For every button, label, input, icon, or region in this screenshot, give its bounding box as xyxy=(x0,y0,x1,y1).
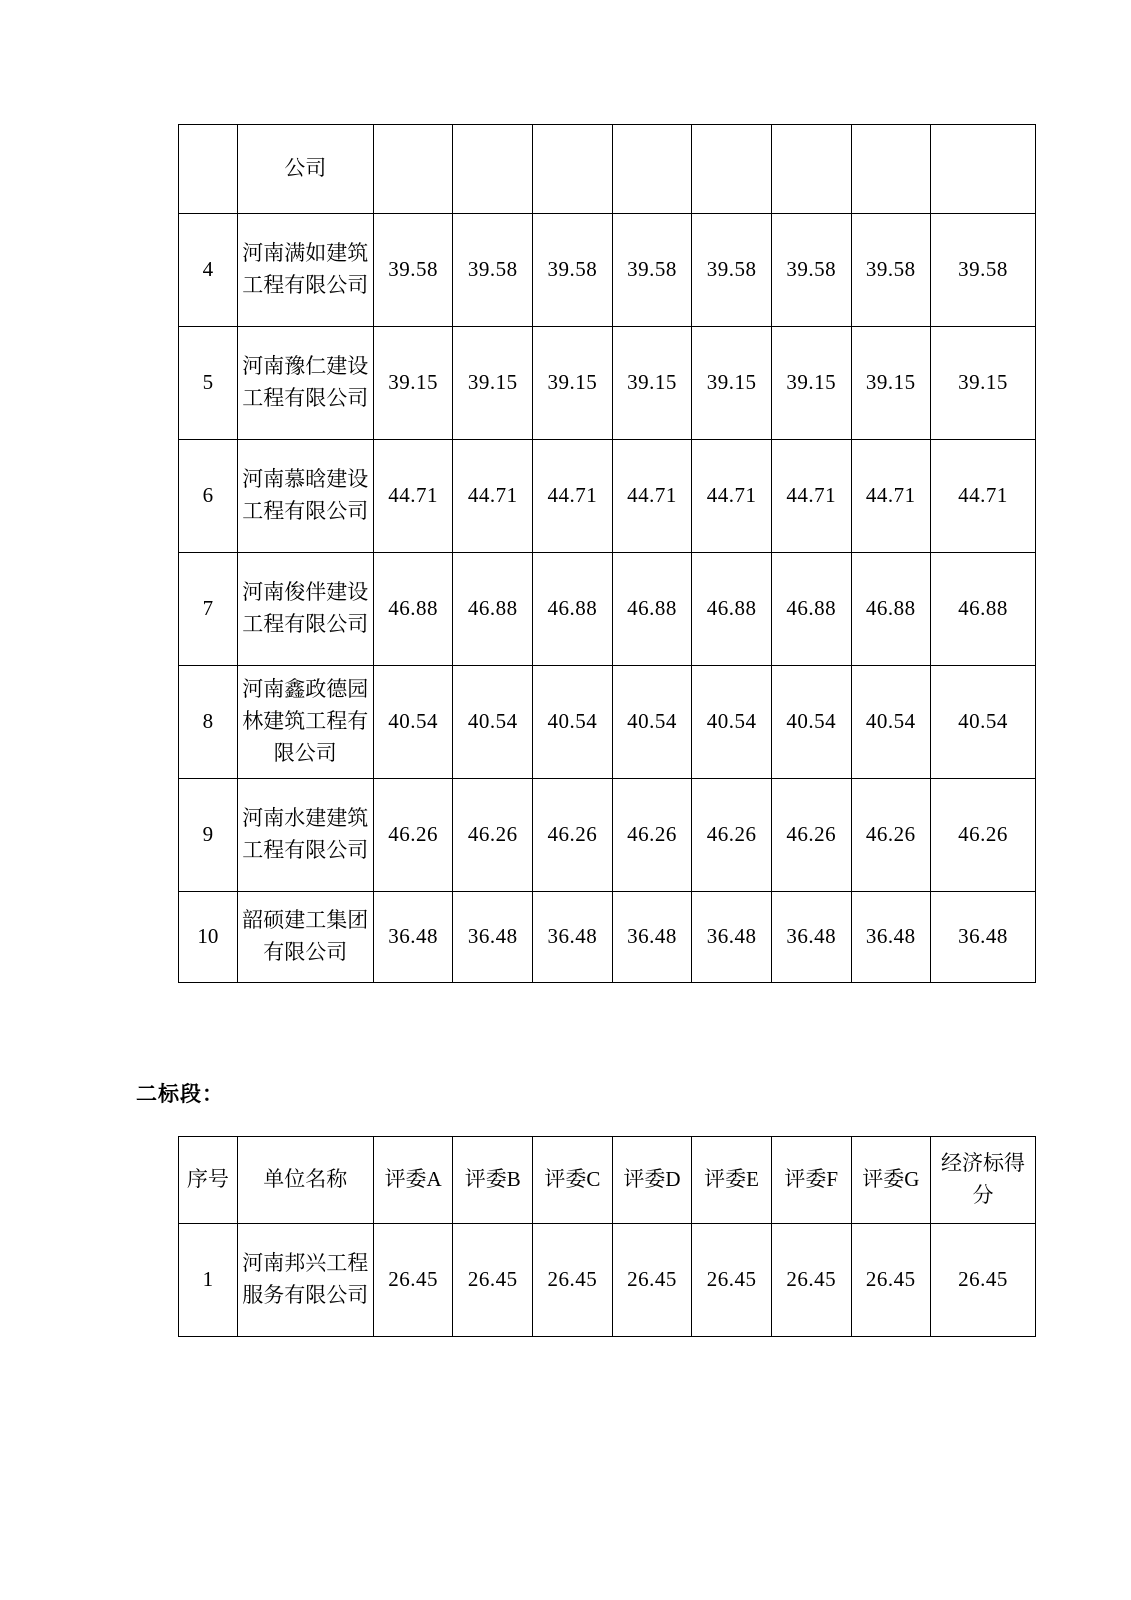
cell-judge-a: 36.48 xyxy=(373,892,453,983)
cell-judge-c: 39.15 xyxy=(533,327,613,440)
table-row xyxy=(179,553,1036,666)
cell-judge-a: 46.88 xyxy=(373,553,453,666)
bid-section-two-table-wrapper xyxy=(178,1136,1036,1337)
cell-judge-e: 46.88 xyxy=(692,553,772,666)
table-header-row xyxy=(179,1137,1036,1224)
cell-company-name: 河南俊伴建设工程有限公司 xyxy=(237,553,373,666)
cell-judge-b: 36.48 xyxy=(453,892,533,983)
cell-judge-f: 39.58 xyxy=(771,214,851,327)
cell-judge-b: 40.54 xyxy=(453,666,533,779)
bid-section-one-table-wrapper xyxy=(178,124,1036,983)
cell-judge-g: 39.58 xyxy=(851,214,931,327)
cell-judge-b: 26.45 xyxy=(453,1224,533,1337)
cell-economic-score: 40.54 xyxy=(931,666,1036,779)
header-judge-g: 评委G xyxy=(851,1137,931,1224)
cell-judge-e: 26.45 xyxy=(692,1224,772,1337)
cell-judge-a: 46.26 xyxy=(373,779,453,892)
cell-judge-e xyxy=(692,125,772,214)
cell-judge-g: 40.54 xyxy=(851,666,931,779)
cell-judge-d: 40.54 xyxy=(612,666,692,779)
cell-economic-score: 39.15 xyxy=(931,327,1036,440)
header-seq: 序号 xyxy=(179,1137,238,1224)
cell-judge-g: 36.48 xyxy=(851,892,931,983)
cell-judge-b xyxy=(453,125,533,214)
cell-judge-f xyxy=(771,125,851,214)
cell-judge-d: 44.71 xyxy=(612,440,692,553)
cell-judge-b: 46.88 xyxy=(453,553,533,666)
cell-judge-a: 44.71 xyxy=(373,440,453,553)
cell-judge-a: 40.54 xyxy=(373,666,453,779)
table-row xyxy=(179,440,1036,553)
cell-seq: 4 xyxy=(179,214,238,327)
cell-company-name: 河南邦兴工程服务有限公司 xyxy=(237,1224,373,1337)
cell-economic-score: 36.48 xyxy=(931,892,1036,983)
header-judge-d: 评委D xyxy=(612,1137,692,1224)
cell-company-name: 河南满如建筑工程有限公司 xyxy=(237,214,373,327)
cell-judge-c xyxy=(533,125,613,214)
header-economic-score: 经济标得分 xyxy=(931,1137,1036,1224)
cell-judge-g: 46.26 xyxy=(851,779,931,892)
cell-judge-d xyxy=(612,125,692,214)
header-judge-a: 评委A xyxy=(373,1137,453,1224)
table-row xyxy=(179,1224,1036,1337)
cell-judge-c: 46.88 xyxy=(533,553,613,666)
cell-judge-g: 26.45 xyxy=(851,1224,931,1337)
cell-judge-b: 44.71 xyxy=(453,440,533,553)
table-row xyxy=(179,892,1036,983)
cell-judge-g: 39.15 xyxy=(851,327,931,440)
cell-economic-score xyxy=(931,125,1036,214)
cell-judge-f: 26.45 xyxy=(771,1224,851,1337)
cell-judge-c: 36.48 xyxy=(533,892,613,983)
cell-judge-a xyxy=(373,125,453,214)
cell-economic-score: 26.45 xyxy=(931,1224,1036,1337)
cell-seq: 10 xyxy=(179,892,238,983)
cell-judge-a: 39.58 xyxy=(373,214,453,327)
cell-judge-c: 46.26 xyxy=(533,779,613,892)
cell-judge-e: 39.58 xyxy=(692,214,772,327)
cell-judge-b: 46.26 xyxy=(453,779,533,892)
cell-judge-b: 39.58 xyxy=(453,214,533,327)
cell-economic-score: 46.88 xyxy=(931,553,1036,666)
bid-section-two-table xyxy=(178,1136,1036,1337)
bid-section-one-table xyxy=(178,124,1036,983)
cell-seq: 5 xyxy=(179,327,238,440)
cell-judge-e: 46.26 xyxy=(692,779,772,892)
cell-judge-d: 36.48 xyxy=(612,892,692,983)
cell-judge-e: 40.54 xyxy=(692,666,772,779)
cell-judge-f: 46.88 xyxy=(771,553,851,666)
cell-judge-d: 26.45 xyxy=(612,1224,692,1337)
cell-company-name: 河南鑫政德园林建筑工程有限公司 xyxy=(237,666,373,779)
cell-seq: 1 xyxy=(179,1224,238,1337)
cell-judge-g: 46.88 xyxy=(851,553,931,666)
cell-seq: 7 xyxy=(179,553,238,666)
cell-judge-d: 39.15 xyxy=(612,327,692,440)
cell-judge-f: 46.26 xyxy=(771,779,851,892)
cell-company-name: 公司 xyxy=(237,125,373,214)
cell-seq: 6 xyxy=(179,440,238,553)
cell-judge-c: 39.58 xyxy=(533,214,613,327)
cell-judge-g: 44.71 xyxy=(851,440,931,553)
cell-judge-e: 36.48 xyxy=(692,892,772,983)
cell-judge-d: 39.58 xyxy=(612,214,692,327)
header-judge-b: 评委B xyxy=(453,1137,533,1224)
header-judge-e: 评委E xyxy=(692,1137,772,1224)
cell-seq: 9 xyxy=(179,779,238,892)
section-label-bid-two: 二标段： xyxy=(136,1082,224,1106)
table-row xyxy=(179,125,1036,214)
cell-judge-d: 46.26 xyxy=(612,779,692,892)
cell-company-name: 河南水建建筑工程有限公司 xyxy=(237,779,373,892)
cell-judge-b: 39.15 xyxy=(453,327,533,440)
cell-judge-g xyxy=(851,125,931,214)
cell-judge-f: 40.54 xyxy=(771,666,851,779)
cell-judge-c: 26.45 xyxy=(533,1224,613,1337)
table-row xyxy=(179,666,1036,779)
cell-judge-f: 36.48 xyxy=(771,892,851,983)
cell-seq xyxy=(179,125,238,214)
cell-judge-a: 39.15 xyxy=(373,327,453,440)
table-row xyxy=(179,779,1036,892)
cell-economic-score: 44.71 xyxy=(931,440,1036,553)
header-judge-c: 评委C xyxy=(533,1137,613,1224)
cell-judge-f: 44.71 xyxy=(771,440,851,553)
cell-judge-f: 39.15 xyxy=(771,327,851,440)
cell-judge-e: 44.71 xyxy=(692,440,772,553)
header-judge-f: 评委F xyxy=(771,1137,851,1224)
cell-company-name: 河南豫仁建设工程有限公司 xyxy=(237,327,373,440)
table-row xyxy=(179,327,1036,440)
cell-judge-c: 40.54 xyxy=(533,666,613,779)
cell-judge-d: 46.88 xyxy=(612,553,692,666)
cell-economic-score: 39.58 xyxy=(931,214,1036,327)
cell-company-name: 韶硕建工集团有限公司 xyxy=(237,892,373,983)
table-row xyxy=(179,214,1036,327)
cell-judge-e: 39.15 xyxy=(692,327,772,440)
cell-economic-score: 46.26 xyxy=(931,779,1036,892)
cell-company-name: 河南慕晗建设工程有限公司 xyxy=(237,440,373,553)
cell-judge-c: 44.71 xyxy=(533,440,613,553)
cell-seq: 8 xyxy=(179,666,238,779)
cell-judge-a: 26.45 xyxy=(373,1224,453,1337)
header-company-name: 单位名称 xyxy=(237,1137,373,1224)
